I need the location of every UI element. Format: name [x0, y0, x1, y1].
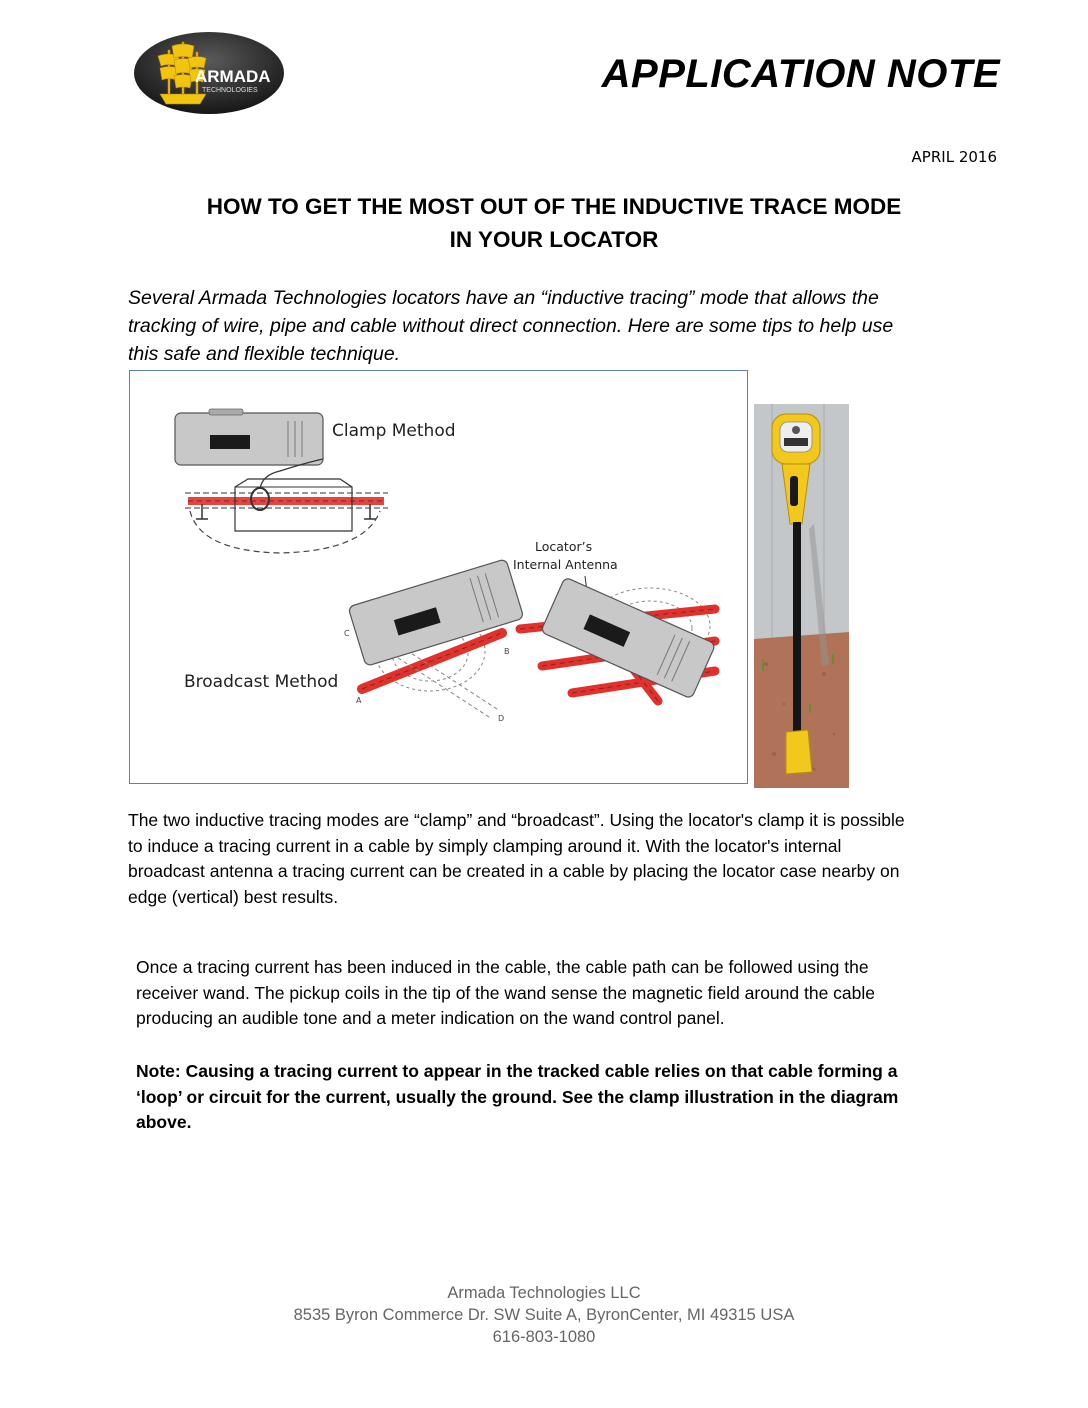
locator-wand-photo: [754, 404, 849, 788]
diagram-figure: [129, 370, 748, 784]
antenna-label: Locator’s: [535, 539, 593, 554]
footer-company: Armada Technologies LLC: [447, 1284, 641, 1302]
paragraph-following: [136, 955, 875, 1032]
antenna-label: Internal Antenna: [513, 557, 618, 572]
paragraph-line: to induce a tracing current in a cable by simply clamping around it. With the locator's internal: [128, 835, 842, 856]
headline-line: IN YOUR LOCATOR: [449, 227, 659, 252]
inductive-methods-diagram: [130, 371, 746, 782]
document-date: APRIL 2016: [911, 148, 997, 166]
point-c-label: C: [344, 629, 350, 638]
intro-paragraph: [128, 284, 1008, 368]
paragraph-line: receiver wand. The pickup coils in the tip of the wand sense the magnetic field around the cable: [136, 982, 876, 1003]
note-line: ‘loop’ or circuit for the current, usually the ground. See the clamp illustration in the diagram: [136, 1086, 899, 1107]
headline-line: HOW TO GET THE MOST OUT OF THE INDUCTIVE TRACE MODE: [206, 194, 902, 219]
intro-line: tracking of wire, pipe and cable without direct connection. Here are some tips to help use: [128, 315, 894, 337]
paragraph-line: Once a tracing current has been induced in the cable, the cable path can be followed using the: [136, 957, 869, 977]
point-b-label: B: [504, 647, 510, 656]
footer-phone: 616-803-1080: [492, 1328, 596, 1346]
logo-text: ARMADA: [195, 67, 271, 86]
footer-address: 8535 Byron Commerce Dr. SW Suite A, ByronCenter, MI 49315 USA: [293, 1306, 795, 1324]
paragraph-line: producing an audible tone and a meter indication on the wand control panel.: [136, 1008, 725, 1028]
clamp-method-label: Clamp Method: [332, 421, 456, 441]
intro-line: this safe and flexible technique.: [128, 343, 401, 365]
note-line: above.: [136, 1112, 192, 1132]
footer: [0, 1282, 1088, 1348]
document-title: APPLICATION NOTE: [601, 52, 1000, 96]
intro-line: Several Armada Technologies locators have an “inductive tracing” mode that allows the: [128, 287, 879, 309]
paragraph-modes: [128, 808, 905, 910]
armada-logo: [132, 30, 286, 116]
logo-subtext: TECHNOLOGIES: [202, 87, 258, 94]
broadcast-method-label: Broadcast Method: [184, 672, 339, 692]
broadcast-locator-case-icon: [348, 559, 524, 667]
note-paragraph: [136, 1059, 898, 1136]
paragraph-line: The two inductive tracing modes are “clamp” and “broadcast”. Using the locator's clamp it is possible: [128, 810, 905, 830]
clamp-locator-case-icon: [175, 409, 323, 465]
paragraph-line: broadcast antenna a tracing current can be created in a cable by placing the locator case nearby on: [128, 861, 900, 881]
point-d-label: D: [498, 714, 505, 723]
note-line: Note: Causing a tracing current to appear in the tracked cable relies on that cable forming a: [136, 1061, 898, 1081]
point-a-label: A: [356, 696, 362, 705]
headline: [0, 190, 1088, 256]
paragraph-line: edge (vertical) best results.: [128, 886, 339, 907]
